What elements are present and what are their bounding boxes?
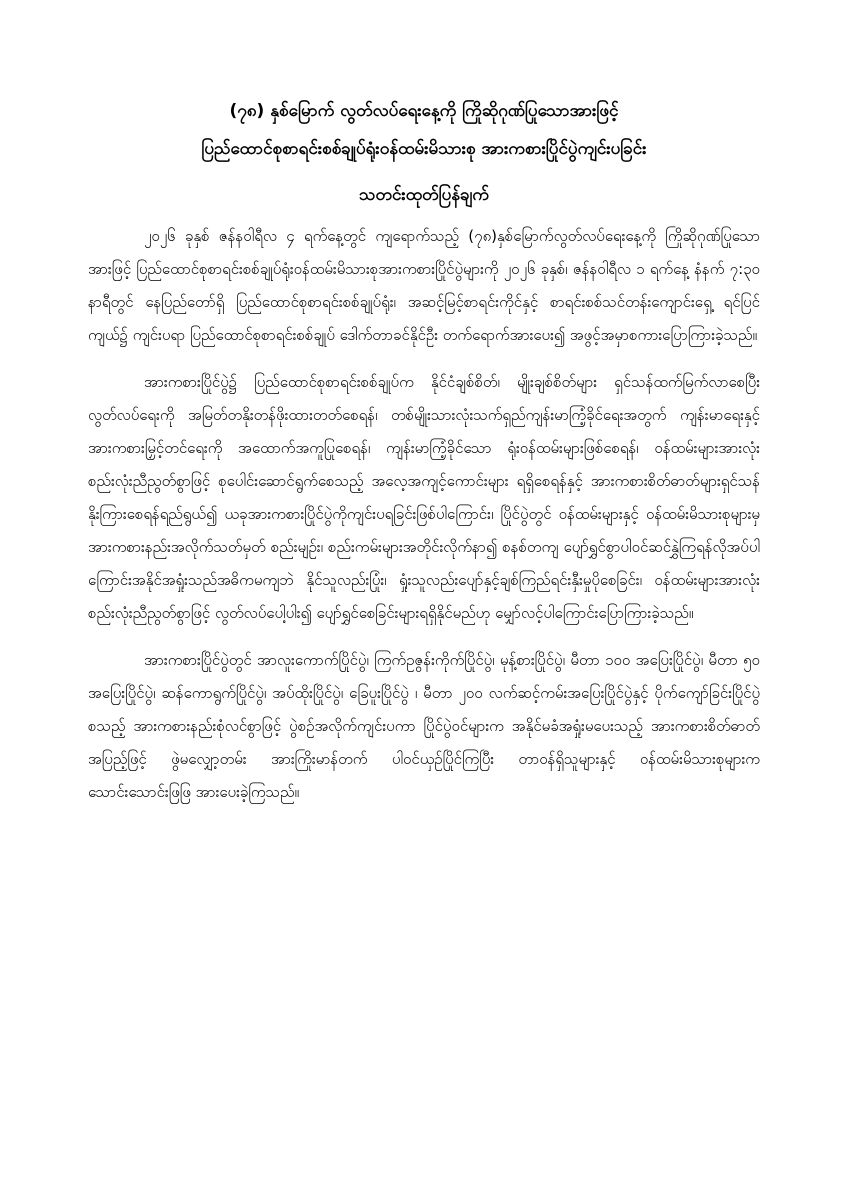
paragraph-3: အားကစားပြိုင်ပွဲတွင် အာလူးကောက်ပြိုင်ပွဲ၊ ကြက်ဥဇွန်းကိုက်ပြိုင်ပွဲ၊ မုန့်စားပြိုင်ပွဲ၊ မီတာ ၁၀၀ အပြေးပြိုင်ပွဲ၊ မီတာ ၅၀ အပြေးပြိုင်ပွဲ၊ ဆန်ကောရွက်ပြိုင်ပွဲ၊ အပ်ထိုးပြိုင်ပွဲ၊ ခြေပူးပြိုင်ပွဲ ၊ မီတာ ၂၀၀ လက်ဆင့်ကမ်းအပြေးပြိုင်ပွဲနှင့် ပိုက်ကျော်ခြင်းပြိုင်ပွဲ စသည့် အားကစားနည်းစုံလင်စွာဖြင့် ပွဲစဉ်အလိုက်ကျင်းပကာ ပြိုင်ပွဲဝင်များက အနိုင်မခံအရှုံးမပေးသည့် အားကစားစိတ်ဓာတ်အပြည့်ဖြင့် ဖွဲမလျှော့တမ်း အားကြိုးမာန်တက် ပါဝင်ယှဉ်ပြိုင်ကြပြီး တာဝန်ရှိသူများနှင့် ဝန်ထမ်းမိသားစုများက သောင်းသောင်းဖြဖြ အားပေးခဲ့ကြသည်။ bbox=[88, 651, 760, 801]
title-line-1: (၇၈) နှစ်မြောက် လွတ်လပ်ရေးနေ့ကို ကြိုဆိုဂုဏ်ပြုသောအားဖြင့် bbox=[229, 101, 619, 121]
document-title bbox=[88, 92, 760, 168]
title-line-2: ပြည်ထောင်စုစာရင်းစစ်ချုပ်ရုံးဝန်ထမ်းမိသားစု အားကစားပြိုင်ပွဲကျင်းပခြင်း bbox=[201, 139, 647, 159]
paragraph-1: ၂၀၂၆ ခုနှစ် ဇန်နဝါရီလ ၄ ရက်နေ့တွင် ကျရောက်သည့် (၇၈)နှစ်မြောက်လွတ်လပ်ရေးနေ့ကို ကြိုဆိုဂုဏ်ပြုသောအားဖြင့် ပြည်ထောင်စုစာရင်းစစ်ချုပ်ရုံးဝန်ထမ်းမိသားစုအားကစားပြိုင်ပွဲများကို ၂၀၂၆ ခုနှစ်၊ ဇန်နဝါရီလ ၁ ရက်နေ့ နံနက် ၇:၃၀ နာရီတွင် နေပြည်တော်ရှိ ပြည်ထောင်စုစာရင်းစစ်ချုပ်ရုံး၊ အဆင့်မြင့်စာရင်းကိုင်နှင့် စာရင်းစစ်သင်တန်းကျောင်းရှေ့ ရင်ပြင်ကျယ်၌ ကျင်းပရာ ပြည်ထောင်စုစာရင်းစစ်ချုပ် ဒေါက်တာခင်နိုင်ဦး တက်ရောက်အားပေး၍ အဖွင့်အမှာစကားပြောကြားခဲ့သည်။ bbox=[88, 227, 760, 344]
paragraph-2: အားကစားပြိုင်ပွဲ၌ ပြည်ထောင်စုစာရင်းစစ်ချုပ်က နိုင်ငံချစ်စိတ်၊ မျိုးချစ်စိတ်များ ရှင်သန်ထက်မြက်လာစေပြီး လွတ်လပ်ရေးကို အမြတ်တနိုးတန်ဖိုးထားတတ်စေရန်၊ တစ်မျိုးသားလုံးသက်ရှည်ကျန်းမာကြံ့ခိုင်ရေးအတွက် ကျန်းမာရေးနှင့်အားကစားမြှင့်တင်ရေးကို အထောက်အကူပြုစေရန်၊ ကျန်းမာကြံ့ခိုင်သော ရုံးဝန်ထမ်းများဖြစ်စေရန်၊ ဝန်ထမ်းများအားလုံးစည်းလုံးညီညွတ်စွာဖြင့် စုပေါင်းဆောင်ရွက်စေသည့် အလေ့အကျင့်ကောင်းများ ရရှိစေရန်နှင့် အားကစားစိတ်ဓာတ်များရှင်သန်နိုးကြားစေရန်ရည်ရွယ်၍ ယခုအားကစားပြိုင်ပွဲကိုကျင်းပရခြင်းဖြစ်ပါကြောင်း၊ ပြိုင်ပွဲတွင် ဝန်ထမ်းများနှင့် ဝန်ထမ်းမိသားစုများမှ အားကစားနည်းအလိုက်သတ်မှတ် စည်းမျဉ်း၊ စည်းကမ်းများအတိုင်းလိုက်နာ၍ စနစ်တကျ ပျော်ရွှင်စွာပါဝင်ဆင်နွှဲကြရန်လိုအပ်ပါကြောင်းအနိုင်အရှုံးသည်အဓိကမကျဘဲ နိုင်သူလည်းပြုံး၊ ရှုံးသူလည်းပျော်နှင့်ချစ်ကြည်ရင်းနှီးမှုပိုစေခြင်း၊ ဝန်ထမ်းများအားလုံး စည်းလုံးညီညွတ်စွာဖြင့် လွတ်လပ်ပေါ့ပါး၍ ပျော်ရွှင်စေခြင်းများရရှိနိုင်မည်ဟု မျှော်လင့်ပါကြောင်းပြောကြားခဲ့သည်။ bbox=[88, 373, 760, 622]
document-subtitle: သတင်းထုတ်ပြန်ချက် bbox=[359, 185, 489, 205]
document-page bbox=[88, 92, 760, 823]
